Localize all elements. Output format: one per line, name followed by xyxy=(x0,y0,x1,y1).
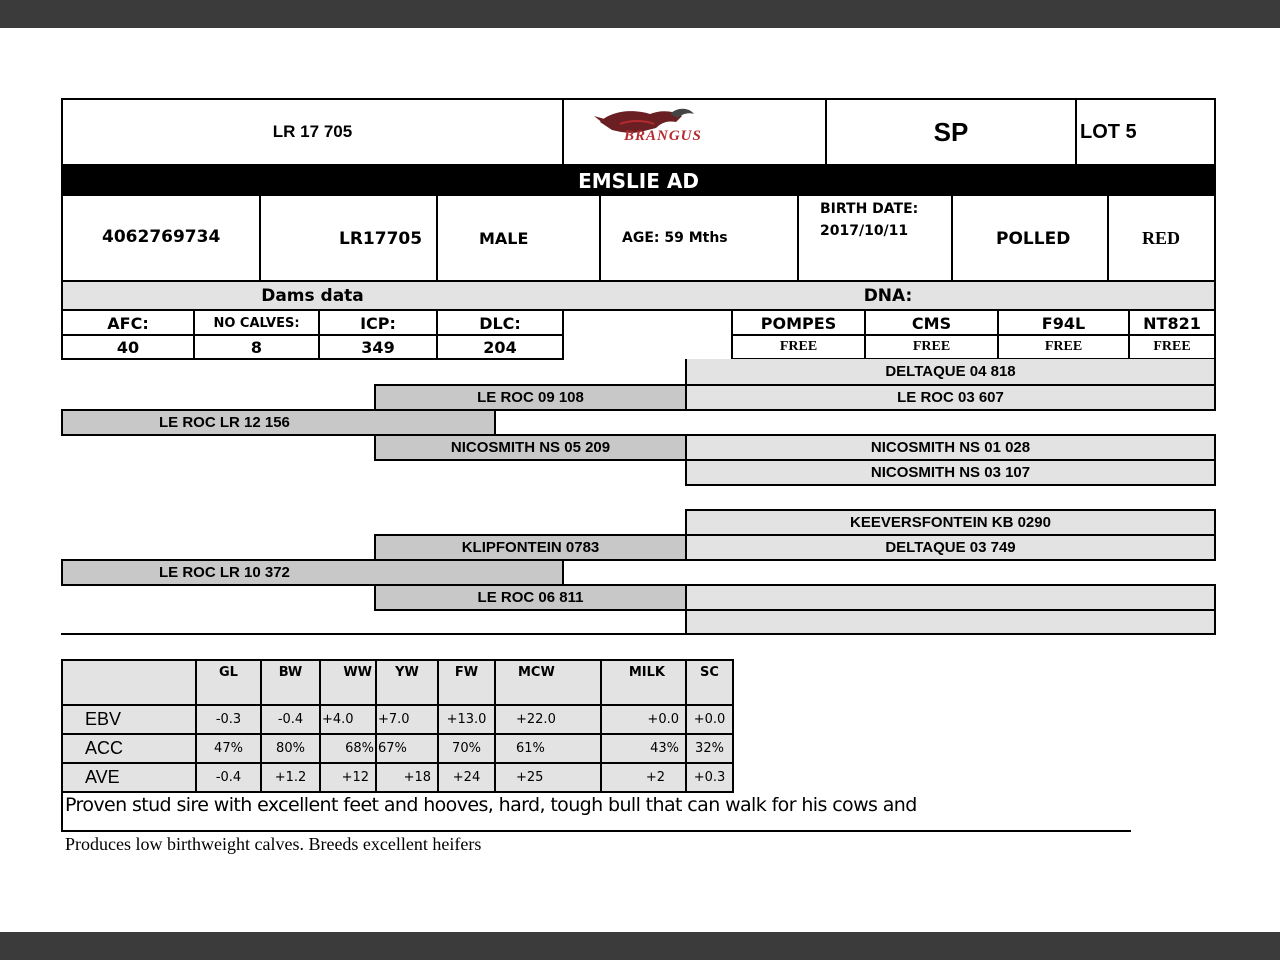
dna-f94l-value: FREE xyxy=(1044,339,1083,354)
acc-value: 80% xyxy=(261,734,320,763)
ave-value: +18 xyxy=(376,763,438,792)
animal-age: AGE: 59 Mths xyxy=(622,230,728,246)
ebv-table xyxy=(61,659,734,793)
dna-nt821-value: FREE xyxy=(1153,339,1191,354)
dams-data-title: Dams data xyxy=(61,282,564,311)
acc-row xyxy=(62,734,733,763)
acc-value: 47% xyxy=(196,734,261,763)
ebv-value: +0.0 xyxy=(686,705,733,734)
ebv-value: +13.0 xyxy=(438,705,495,734)
ebv-value: +7.0 xyxy=(376,705,438,734)
animal-reg-code: LR17705 xyxy=(339,229,423,249)
horn-status: POLLED xyxy=(996,229,1071,249)
pedigree-dam-dam-sire xyxy=(685,584,1216,611)
pedigree-dam-sire-sire: KEEVERSFONTEIN KB 0290 xyxy=(685,509,1216,536)
ebv-col-bw: BW xyxy=(261,660,320,705)
animal-color: RED xyxy=(1142,228,1181,248)
ebv-col-milk: MILK xyxy=(601,660,686,705)
ebv-col-mcw: MCW xyxy=(495,660,601,705)
ebv-corner-cell xyxy=(62,660,196,705)
pedigree-sire-dam-dam: NICOSMITH NS 03 107 xyxy=(685,459,1216,486)
ebv-value: +0.0 xyxy=(601,705,686,734)
ebv-value: -0.3 xyxy=(196,705,261,734)
ave-row-label: AVE xyxy=(62,763,196,792)
ebv-value: +22.0 xyxy=(495,705,601,734)
comment-rule xyxy=(61,830,1131,832)
animal-name: EMSLIE AD xyxy=(61,166,1216,196)
afc-value: 40 xyxy=(116,337,140,357)
ave-value: +2 xyxy=(601,763,686,792)
no-calves-value: 8 xyxy=(250,337,263,357)
birth-date-value: 2017/10/11 xyxy=(820,223,909,239)
comment-line-1: Proven stud sire with excellent feet and hooves, hard, tough bull that can walk for his cows and xyxy=(65,794,917,816)
pedigree-dam-sire: KLIPFONTEIN 0783 xyxy=(374,534,687,561)
ave-value: +12 xyxy=(320,763,376,792)
logo-text: BRANGUS xyxy=(624,128,702,144)
acc-value: 61% xyxy=(495,734,601,763)
dna-cms-label: CMS xyxy=(911,313,952,333)
acc-value: 43% xyxy=(601,734,686,763)
ebv-row-label: EBV xyxy=(62,705,196,734)
animal-id-number: 4062769734 xyxy=(102,227,221,247)
pedigree-sire-dam-sire: NICOSMITH NS 01 028 xyxy=(685,434,1216,461)
ebv-header-row xyxy=(62,660,733,705)
ebv-col-fw: FW xyxy=(438,660,495,705)
pedigree-dam-dam-dam xyxy=(685,609,1216,635)
ave-row xyxy=(62,763,733,792)
dlc-label: DLC: xyxy=(479,313,521,333)
ave-value: +25 xyxy=(495,763,601,792)
afc-label: AFC: xyxy=(107,313,149,333)
bottom-bar xyxy=(0,932,1280,960)
animal-sex: MALE xyxy=(479,229,529,248)
top-bar xyxy=(0,0,1280,28)
lot-number: LOT 5 xyxy=(1080,120,1137,143)
ebv-row xyxy=(62,705,733,734)
pedigree-sire-dam: NICOSMITH NS 05 209 xyxy=(374,434,687,461)
ebv-col-sc: SC xyxy=(686,660,733,705)
ebv-col-ww: WW xyxy=(320,660,376,705)
pedigree-sire: LE ROC LR 12 156 xyxy=(61,409,496,436)
icp-value: 349 xyxy=(361,337,395,357)
icp-label: ICP: xyxy=(360,313,396,333)
pedigree-dam-sire-dam: DELTAQUE 03 749 xyxy=(685,534,1216,561)
pedigree-sire-sire: LE ROC 09 108 xyxy=(374,384,687,411)
no-calves-label: NO CALVES: xyxy=(213,315,300,331)
birth-date-label: BIRTH DATE: xyxy=(820,201,919,217)
acc-row-label: ACC xyxy=(62,734,196,763)
dna-nt821-label: NT821 xyxy=(1143,313,1201,333)
ebv-col-yw: YW xyxy=(376,660,438,705)
ebv-value: -0.4 xyxy=(261,705,320,734)
dna-f94l-label: F94L xyxy=(1041,313,1086,333)
acc-value: 70% xyxy=(438,734,495,763)
dna-title: DNA: xyxy=(562,282,1216,311)
comment-line-2: Produces low birthweight calves. Breeds excellent heifers xyxy=(65,834,482,854)
brangus-logo xyxy=(590,102,740,160)
ave-value: +1.2 xyxy=(261,763,320,792)
pedigree-dam: LE ROC LR 10 372 xyxy=(61,559,564,586)
dna-cms-value: FREE xyxy=(912,339,951,354)
ebv-col-gl: GL xyxy=(196,660,261,705)
ave-value: -0.4 xyxy=(196,763,261,792)
ebv-value: +4.0 xyxy=(320,705,376,734)
pedigree-bottom-rule xyxy=(61,633,687,635)
dlc-value: 204 xyxy=(483,337,517,357)
category-code: SP xyxy=(933,116,969,147)
pedigree-dam-dam: LE ROC 06 811 xyxy=(374,584,687,611)
ave-value: +24 xyxy=(438,763,495,792)
pedigree-sire-sire-sire: DELTAQUE 04 818 xyxy=(685,359,1216,386)
acc-value: 68% xyxy=(320,734,376,763)
registration-number: LR 17 705 xyxy=(272,122,353,141)
dna-pompes-label: POMPES xyxy=(760,313,837,333)
acc-value: 32% xyxy=(686,734,733,763)
acc-value: 67% xyxy=(376,734,438,763)
dna-pompes-value: FREE xyxy=(779,339,818,354)
ave-value: +0.3 xyxy=(686,763,733,792)
pedigree-sire-sire-dam: LE ROC 03 607 xyxy=(685,384,1216,411)
